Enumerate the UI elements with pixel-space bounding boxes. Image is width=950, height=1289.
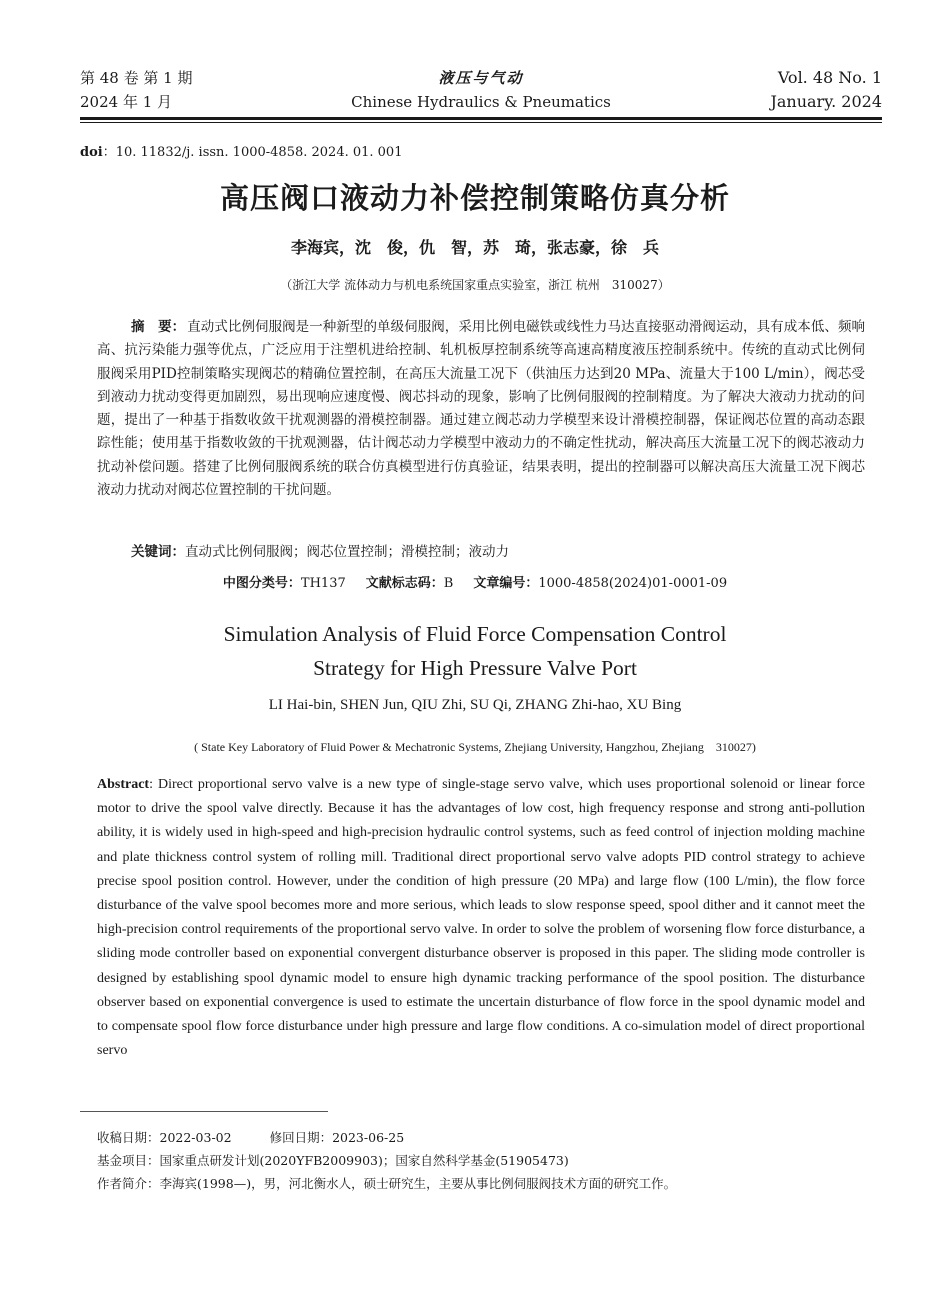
header-rule-thick xyxy=(80,117,882,120)
keywords-cn-label: 关键词： xyxy=(131,544,185,560)
footnote-funding: 基金项目：国家重点研发计划(2020YFB2009903)；国家自然科学基金(51905473) xyxy=(97,1153,569,1168)
doi-value: ：10. 11832/j. issn. 1000-4858. 2024. 01. 001 xyxy=(102,145,403,160)
abstract-cn-label: 摘 要： xyxy=(131,319,186,335)
doi-line xyxy=(80,141,402,160)
date-en: January. 2024 xyxy=(770,92,882,111)
doc-code-label: 文献标志码： xyxy=(365,576,444,591)
abstract-en xyxy=(97,773,865,1063)
article-number-value: 1000-4858(2024)01-0001-09 xyxy=(538,576,728,591)
date-cn: 2024 年 1 月 xyxy=(80,93,173,111)
running-header xyxy=(80,66,882,118)
affiliation-cn: （浙江大学 流体动力与机电系统国家重点实验室，浙江 杭州 310027） xyxy=(280,278,670,292)
keywords-cn-text: 直动式比例伺服阀；阀芯位置控制；滑模控制；液动力 xyxy=(185,544,509,560)
header-center xyxy=(80,66,882,114)
title-cn: 高压阀口液动力补偿控制策略仿真分析 xyxy=(219,181,730,215)
article-number-label: 文章编号： xyxy=(473,576,539,591)
clc-value: TH137 xyxy=(300,576,346,591)
authors-en: LI Hai-bin, SHEN Jun, QIU Zhi, SU Qi, ZHANG Zhi-hao, XU Bing xyxy=(268,697,682,713)
doc-code-value: B xyxy=(443,576,454,591)
classification-line xyxy=(0,572,950,591)
clc-label: 中图分类号： xyxy=(222,576,301,591)
header-rule-thin xyxy=(80,122,882,123)
journal-name-cn: 液压与气动 xyxy=(438,69,524,87)
received-date: 收稿日期：2022-03-02 xyxy=(97,1130,232,1145)
doi-label: doi xyxy=(80,145,103,160)
abstract-en-label: Abstract xyxy=(97,777,150,792)
authors-cn: 李海宾，沈 俊，仇 智，苏 琦，张志豪，徐 兵 xyxy=(290,238,659,257)
volume-issue-en: Vol. 48 No. 1 xyxy=(777,68,882,87)
footnote-author-bio: 作者简介：李海宾(1998—)，男，河北衡水人，硕士研究生，主要从事比例伺服阀技术方面的研究工作。 xyxy=(97,1176,677,1191)
abstract-cn xyxy=(97,316,865,502)
title-en xyxy=(0,617,950,685)
title-en-line-1: Simulation Analysis of Fluid Force Compensation Control xyxy=(223,622,727,646)
journal-name-en: Chinese Hydraulics & Pneumatics xyxy=(351,93,611,111)
title-en-line-2: Strategy for High Pressure Valve Port xyxy=(313,656,637,680)
keywords-cn xyxy=(131,540,509,560)
footnote-dates xyxy=(97,1126,404,1149)
abstract-cn-text: 直动式比例伺服阀是一种新型的单级伺服阀，采用比例电磁铁或线性力马达直接驱动滑阀运动，具有成本低、频响高、抗污染能力强等优点，广泛应用于注塑机进给控制、轧机板厚控制系统等高速高精度液压控制系统中。传统的直动式比例伺服阀采用PID控制策略实现阀芯的精确位置控制，在高压大流量工况下（供油压力达到20 MPa、流量大于100 L/min），阀芯受到液动力扰动变得更加剧烈，易出现响应速度慢、阀芯抖动的现象，影响了比例伺服阀的控制精度。为了解决大液动力扰动的问题，提出了一种基于指数收敛干扰观测器的滑模控制器。通过建立阀芯动力学模型来设计滑模控制器，保证阀芯位置的高动态跟踪性能；使用基于指数收敛的干扰观测器，估计阀芯动力学模型中液动力的不确定性扰动，解决高压大流量工况下的阀芯液动力扰动补偿问题。搭建了比例伺服阀系统的联合仿真模型进行仿真验证，结果表明，提出的控制器可以解决高压大流量工况下阀芯液动力扰动对阀芯位置控制的干扰问题。 xyxy=(97,319,866,499)
affiliation-en: ( State Key Laboratory of Fluid Power & Mechatronic Systems, Zhejiang University, Hangzhou, Zhejiang 310027) xyxy=(194,740,756,754)
abstract-en-text: : Direct proportional servo valve is a new type of single-stage servo valve, which uses proportional solenoid or linear force motor to drive the spool valve directly. Because it has the advantages of low cost, high frequency response and strong anti-pollution ability, it is widely used in high-speed and high-precision hydraulic control systems, such as feed control of injection molding machine and plate thickness control system of rolling mill. Traditional direct proportional servo valve adopts PID control strategy to achieve precise spool position control. However, under the condition of high pressure (20 MPa) and large flow (100 L/min), the flow force disturbance of the valve spool becomes more and more serious, which leads to slow response speed, spool dither and it cannot meet the high-precision control requirements of the proportional servo valve. In order to solve the problem of worsening flow force disturbance, a sliding mode controller based on exponential convergent disturbance observer is proposed in this paper. The sliding mode controller is designed by establishing spool dynamic model to ensure high dynamic tracking performance of the spool position. The disturbance observer based on exponential convergence is used to estimate the uncertain disturbance of flow force in the spool dynamic model and to compensate spool flow force disturbance under high pressure and large flow conditions. A co-simulation model of direct proportional servo xyxy=(97,777,865,1059)
header-right xyxy=(770,66,882,114)
footnote-divider xyxy=(80,1111,328,1112)
volume-issue-cn: 第 48 卷 第 1 期 xyxy=(80,69,193,87)
revised-date: 修回日期：2023-06-25 xyxy=(269,1130,405,1145)
